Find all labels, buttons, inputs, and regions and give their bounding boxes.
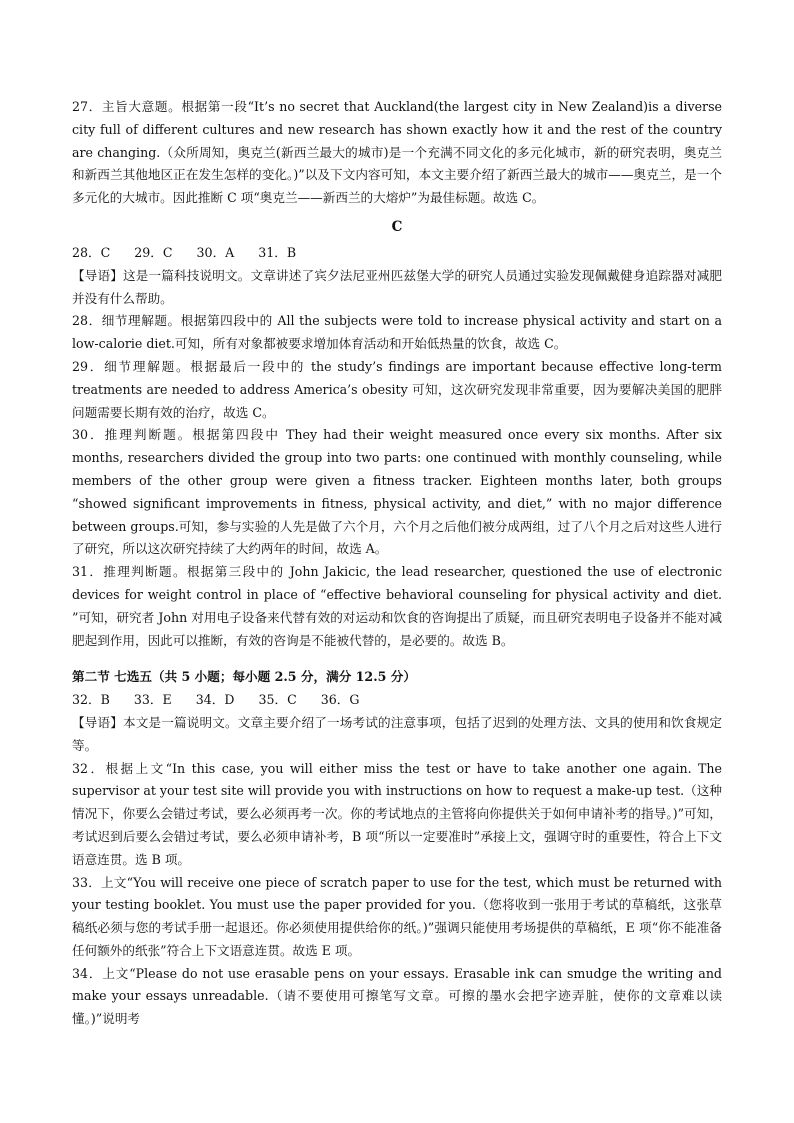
guide-section2: 【导语】本文是一篇说明文。文章主要介绍了一场考试的注意事项，包括了迟到的处理方法、文具的使用和饮食规定等。 xyxy=(72,714,722,753)
answers-section-c: 28．C 29．C 30．A 31．B xyxy=(72,244,297,260)
explanation-34: 34．上文“Please do not use erasable pens on your essays. Erasable ink can smudge the writing and make your essays unreadable.（请不要使用可擦笔写文章。可擦的墨水会把字迹弄脏，使你的文章难以读懂。)”说明考 xyxy=(72,965,722,1027)
explanation-28: 28．细节理解题。根据第四段中的 All the subjects were told to increase physical activity and start on a low-calorie diet.可知，所有对象都被要求增加体育活动和开始低热量的饮食，故选 C。 xyxy=(72,313,722,352)
explanation-29: 29．细节理解题。根据最后一段中的 the study’s findings are important because effective long-term treatments are needed to address America’s obesity 可知，这次研究发现非常重要，因为要解决美国的肥胖问题需要长期有效的治疗，故选 C。 xyxy=(72,358,722,420)
guide-section-c: 【导语】这是一篇科技说明文。文章讲述了宾夕法尼亚州匹兹堡大学的研究人员通过实验发现佩戴健身追踪器对减肥并没有什么帮助。 xyxy=(72,267,722,306)
answer-key-page xyxy=(72,96,722,1031)
explanation-31: 31．推理判断题。根据第三段中的 John Jakicic, the lead researcher, questioned the use of electronic devices for weight control in place of “effective behavioral counseling for physical activity and diet. ”可知，研究者 John 对用电子设备来代替有效的对运动和饮食的咨询提出了质疑，而且研究表明电子设备并不能对减肥起到作用，因此可以推断，有效的咨询是不能被代替的，是必要的。故选 B。 xyxy=(72,564,722,648)
section-c-heading: C xyxy=(391,218,403,235)
explanation-33: 33．上文“You will receive one piece of scratch paper to use for the test, which must be returned with your testing booklet. You must use the paper provided for you.（您将收到一张用于考试的草稿纸，这张草稿纸必须与您的考试手册一起退还。你必须使用提供给你的纸。)”强调只能使用考场提供的草稿纸，E 项“你不能准备任何额外的纸张”符合上下文语意连贯。故选 E 项。 xyxy=(72,874,722,958)
answers-section2: 32．B 33．E 34．D 35．C 36．G xyxy=(72,692,360,708)
explanation-32: 32．根据上文“In this case, you will either miss the test or have to take another one again. The supervisor at your test site will provide you with instructions on how to request a make-up test.（这种情况下，你要么会错过考试，要么必须再考一次。你的考试地点的主管将向你提供关于如何申请补考的指导。)”可知，考试迟到后要么会错过考试，要么必须申请补考，B 项“所以一定要准时”承接上文，强调守时的重要性，符合上下文语意连贯。选 B 项。 xyxy=(72,760,722,867)
explanation-30: 30．推理判断题。根据第四段中 They had their weight measured once every six months. After six months, researchers divided the group into two parts: one continued with monthly counseling, while members of the other group were given a fitness tracker. Eighteen months later, both groups “showed significant improvements in fitness, physical activity, and diet,” with no major difference between groups.可知，参与实验的人先是做了六个月，六个月之后他们被分成两组，过了八个月之后对这些人进行了研究，所以这次研究持续了大约两年的时间，故选 A。 xyxy=(72,427,722,557)
explanation-27: 27．主旨大意题。根据第一段“It’s no secret that Auckland(the largest city in New Zealand)is a diverse city full of different cultures and new research has shown exactly how it and the rest of the country are changing.（众所周知，奥克兰(新西兰最大的城市)是一个充满不同文化的多元化城市，新的研究表明，奥克兰和新西兰其他地区正在发生怎样的变化。)”以及下文内容可知，本文主要介绍了新西兰最大的城市——奥克兰，是一个多元化的大城市。因此推断 C 项“奥克兰——新西兰的大熔炉”为最佳标题。故选 C。 xyxy=(72,99,722,206)
section2-heading: 第二节 七选五（共 5 小题；每小题 2.5 分，满分 12.5 分） xyxy=(72,669,416,685)
